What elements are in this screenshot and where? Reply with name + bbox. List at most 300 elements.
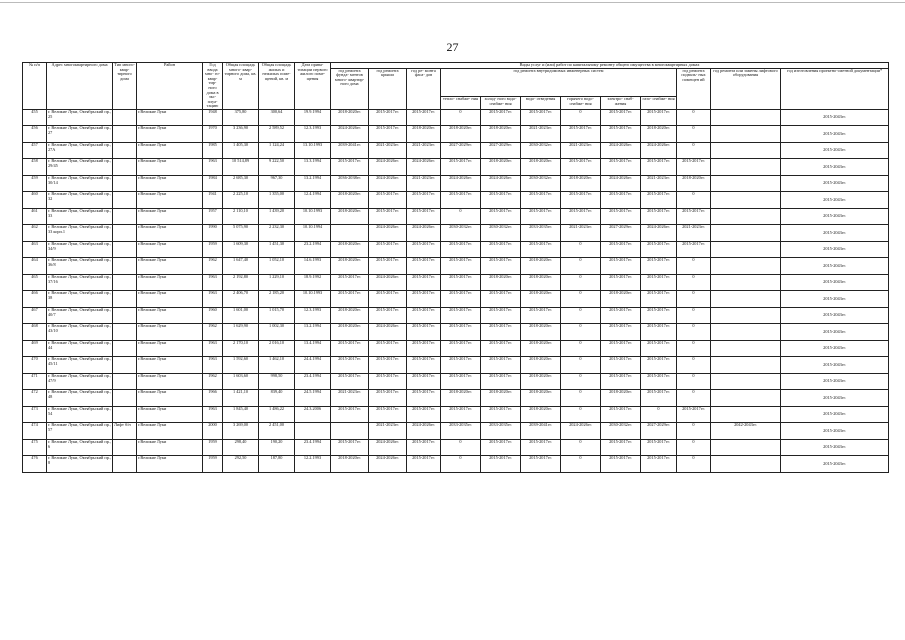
header-heating: тепло- снабже- ния	[441, 97, 481, 110]
row-sewage: 2018-2020гг.	[521, 340, 561, 357]
row-number: 455	[23, 109, 47, 126]
row-district: г.Великие Луки	[137, 357, 203, 374]
row-hot-water: 2021-2023гг.	[561, 225, 601, 242]
row-foundation: 2015-2017гг.	[331, 406, 369, 423]
row-foundation: 2015-2017гг.	[331, 340, 369, 357]
row-roof: 2024-2026гг.	[369, 456, 407, 473]
row-docs: 2015-2043гг.	[781, 225, 889, 242]
table-row	[23, 423, 889, 440]
row-basement: 2018-2020гг.	[677, 175, 711, 192]
row-electric: 2015-2017гг.	[601, 340, 641, 357]
row-elevator	[711, 291, 781, 308]
row-living-area: 1 451,30	[259, 241, 295, 258]
row-heating: 2015-2017гг.	[441, 357, 481, 374]
row-year: 1948	[203, 109, 223, 126]
row-district: г.Великие Луки	[137, 175, 203, 192]
row-number: 467	[23, 307, 47, 324]
row-cold-water: 2015-2017гг.	[481, 406, 521, 423]
header-foundation: год ремонта фунда- ментов много- квартир- ного дома	[331, 68, 369, 109]
row-basement: 0	[677, 456, 711, 473]
row-hot-water: 2015-2017гг.	[561, 159, 601, 176]
row-address: г. Великие Луки, Октябрьский пр., 33 корп.1	[47, 225, 113, 242]
row-hot-water: 0	[561, 258, 601, 275]
row-district: г.Великие Луки	[137, 406, 203, 423]
row-heating: 2015-2017гг.	[441, 258, 481, 275]
row-roof: 2015-2017гг.	[369, 373, 407, 390]
row-hot-water: 2024-2026гг.	[561, 423, 601, 440]
row-heating: 2018-2020гг.	[441, 390, 481, 407]
row-gas: 2015-2017гг.	[641, 390, 677, 407]
row-hot-water: 0	[561, 390, 601, 407]
row-gas: 2015-2017гг.	[641, 324, 677, 341]
row-living-area: 2 232,30	[259, 225, 295, 242]
row-sewage: 2021-2023гг.	[521, 126, 561, 143]
row-gas: 2018-2020гг.	[641, 126, 677, 143]
row-docs: 2015-2043гг.	[781, 208, 889, 225]
header-sewage: водо- отведения	[521, 97, 561, 110]
row-cold-water: 2015-2017гг.	[481, 340, 521, 357]
row-district: г.Великие Луки	[137, 109, 203, 126]
row-total-area: 1 601,00	[223, 307, 259, 324]
header-address: Адрес многоквартирного дома	[47, 63, 113, 110]
row-foundation: 2015-2017гг.	[331, 159, 369, 176]
row-district: г.Великие Луки	[137, 456, 203, 473]
row-district: г.Великие Луки	[137, 258, 203, 275]
row-living-area: 2 185,20	[259, 291, 295, 308]
row-living-area: 1 229,10	[259, 274, 295, 291]
row-electric: 2015-2017гг.	[601, 406, 641, 423]
row-year: 1960	[203, 307, 223, 324]
row-basement: 0	[677, 373, 711, 390]
row-facade: 2021-2023гг.	[407, 175, 441, 192]
row-living-area: 1 462,10	[259, 357, 295, 374]
row-foundation: 2018-2020гг.	[331, 307, 369, 324]
row-hot-water: 0	[561, 456, 601, 473]
row-year: 1984	[203, 175, 223, 192]
row-gas: 2015-2017гг.	[641, 241, 677, 258]
row-living-area: 1 439,20	[259, 208, 295, 225]
table-row	[23, 142, 889, 159]
row-heating: 2015-2017гг.	[441, 406, 481, 423]
row-gas: 2024-2026гг.	[641, 225, 677, 242]
table-row	[23, 373, 889, 390]
row-basement: 0	[677, 192, 711, 209]
row-total-area: 1 592,60	[223, 357, 259, 374]
row-foundation	[331, 225, 369, 242]
row-docs: 2015-2043гг.	[781, 456, 889, 473]
row-electric: 2024-2026гг.	[601, 142, 641, 159]
row-total-area: 3 236,90	[223, 126, 259, 143]
row-heating: 0	[441, 439, 481, 456]
row-address: г. Великие Луки, Октябрьский пр., 43/10	[47, 324, 113, 341]
row-elevator	[711, 373, 781, 390]
row-reg-date	[295, 423, 331, 440]
row-elevator	[711, 126, 781, 143]
row-elevator	[711, 439, 781, 456]
row-reg-date: 12.3.1993	[295, 126, 331, 143]
row-roof: 2021-2023гг.	[369, 423, 407, 440]
row-facade: 2015-2017гг.	[407, 390, 441, 407]
row-hot-water: 2015-2017гг.	[561, 126, 601, 143]
row-reg-date: 10.10.1993	[295, 208, 331, 225]
row-building-type	[113, 208, 137, 225]
row-district: г.Великие Луки	[137, 142, 203, 159]
row-year: 1959	[203, 241, 223, 258]
row-cold-water: 2018-2020гг.	[481, 274, 521, 291]
row-sewage: 2015-2017гг.	[521, 208, 561, 225]
row-number: 459	[23, 175, 47, 192]
row-number: 471	[23, 373, 47, 390]
row-sewage: 2018-2020гг.	[521, 291, 561, 308]
row-hot-water: 2015-2017гг.	[561, 192, 601, 209]
row-facade: 2015-2017гг.	[407, 109, 441, 126]
row-address: г. Великие Луки, Октябрьский пр., 44	[47, 340, 113, 357]
row-total-area: 3 269,00	[223, 423, 259, 440]
header-living-area: Общая площадь жилых и нежилых поме- щений, кв. м	[259, 63, 295, 110]
row-facade: 2015-2017гг.	[407, 324, 441, 341]
row-sewage: 2015-2017гг.	[521, 456, 561, 473]
row-year: 1962	[203, 324, 223, 341]
row-address: г. Великие Луки, Октябрьский пр., 34/9	[47, 241, 113, 258]
row-facade: 2015-2017гг.	[407, 456, 441, 473]
header-cold-water: холод- ного водо- снабже- ния	[481, 97, 521, 110]
table-row	[23, 109, 889, 126]
row-number: 457	[23, 142, 47, 159]
row-address: г. Великие Луки, Октябрьский пр., 57	[47, 423, 113, 440]
row-reg-date: 23.2.1994	[295, 241, 331, 258]
row-living-area: 187,80	[259, 456, 295, 473]
row-address: г. Великие Луки, Октябрьский пр., 30/14	[47, 175, 113, 192]
row-sewage: 2033-2035гг.	[521, 225, 561, 242]
row-facade: 2015-2017гг.	[407, 274, 441, 291]
row-foundation: 2039-2041гг.	[331, 142, 369, 159]
row-foundation: 2018-2020гг.	[331, 456, 369, 473]
row-electric: 2015-2017гг.	[601, 324, 641, 341]
row-living-area: 1 124,24	[259, 142, 295, 159]
row-number: 468	[23, 324, 47, 341]
header-engineering-title: год ремонта внутридомовых инженерных систем	[441, 68, 677, 97]
row-total-area: 375,80	[223, 109, 259, 126]
row-reg-date: 19.9.1994	[295, 109, 331, 126]
row-electric: 2015-2017гг.	[601, 274, 641, 291]
row-foundation: 2018-2020гг.	[331, 241, 369, 258]
row-facade: 2015-2017гг.	[407, 291, 441, 308]
row-gas: 2024-2026гг.	[641, 142, 677, 159]
row-docs: 2015-2043гг.	[781, 439, 889, 456]
row-sewage: 2018-2020гг.	[521, 390, 561, 407]
row-roof: 2015-2017гг.	[369, 192, 407, 209]
row-basement: 0	[677, 340, 711, 357]
row-cold-water: 2015-2017гг.	[481, 307, 521, 324]
row-address: г. Великие Луки, Октябрьский пр., 54	[47, 406, 113, 423]
row-address: г. Великие Луки, Октябрьский пр., 40/7	[47, 307, 113, 324]
row-basement: 0	[677, 357, 711, 374]
row-cold-water: 2027-2029гг.	[481, 142, 521, 159]
row-heating: 2033-2035гг.	[441, 423, 481, 440]
row-facade: 2015-2017гг.	[407, 307, 441, 324]
row-gas: 2015-2017гг.	[641, 109, 677, 126]
row-hot-water: 0	[561, 373, 601, 390]
row-reg-date: 24.5.1994	[295, 390, 331, 407]
row-sewage: 2030-2032гг.	[521, 142, 561, 159]
row-foundation: 2015-2017гг.	[331, 274, 369, 291]
row-heating: 0	[441, 456, 481, 473]
scan-edge-top	[0, 2, 905, 3]
row-address: г. Великие Луки, Октябрьский пр., 47/9	[47, 373, 113, 390]
table-body	[23, 109, 889, 472]
header-hot-water: горячего водо- снабже- ния	[561, 97, 601, 110]
row-foundation: 2018-2020гг.	[331, 192, 369, 209]
row-sewage: 2015-2017гг.	[521, 439, 561, 456]
row-reg-date: 18.9.1992	[295, 274, 331, 291]
row-number: 474	[23, 423, 47, 440]
row-number: 465	[23, 274, 47, 291]
row-address: г. Великие Луки, Октябрьский пр., 37/16	[47, 274, 113, 291]
row-district: г.Великие Луки	[137, 274, 203, 291]
row-district: г.Великие Луки	[137, 225, 203, 242]
table-row	[23, 357, 889, 374]
header-electric: электро- снаб- жения	[601, 97, 641, 110]
row-electric: 2018-2020гг.	[601, 291, 641, 308]
row-number: 476	[23, 456, 47, 473]
row-building-type	[113, 258, 137, 275]
header-total-area: Общая площадь много- квар- тирного дома, кв. м	[223, 63, 259, 110]
row-basement: 0	[677, 439, 711, 456]
row-hot-water: 0	[561, 274, 601, 291]
row-living-area: 2 451,00	[259, 423, 295, 440]
row-sewage: 2015-2017гг.	[521, 192, 561, 209]
row-hot-water: 0	[561, 324, 601, 341]
row-reg-date: 13.2.1994	[295, 324, 331, 341]
row-address: г. Великие Луки, Октябрьский пр., 36/8	[47, 258, 113, 275]
row-roof: 2015-2017гг.	[369, 406, 407, 423]
row-docs: 2015-2043гг.	[781, 142, 889, 159]
row-year: 2000	[203, 423, 223, 440]
row-reg-date: 13.4.1994	[295, 340, 331, 357]
table-row	[23, 324, 889, 341]
row-living-area: 2 589,52	[259, 126, 295, 143]
row-number: 464	[23, 258, 47, 275]
row-electric: 2018-2020гг.	[601, 390, 641, 407]
row-total-area: 1 629,90	[223, 324, 259, 341]
row-facade: 2015-2017гг.	[407, 208, 441, 225]
row-building-type	[113, 109, 137, 126]
row-hot-water: 0	[561, 340, 601, 357]
row-number: 456	[23, 126, 47, 143]
row-sewage: 2015-2017гг.	[521, 109, 561, 126]
row-reg-date: 12.4.1994	[295, 192, 331, 209]
row-number: 458	[23, 159, 47, 176]
table-row	[23, 439, 889, 456]
row-roof: 2024-2026гг.	[369, 439, 407, 456]
row-heating: 2015-2017гг.	[441, 241, 481, 258]
header-services-title: Виды услуг и (или) работ по капитальному ремонту общего имущества в многоквартирных домах	[331, 63, 889, 69]
row-district: г.Великие Луки	[137, 241, 203, 258]
row-basement: 2015-2017гг.	[677, 159, 711, 176]
row-docs: 2015-2043гг.	[781, 357, 889, 374]
row-foundation: 2018-2020гг.	[331, 258, 369, 275]
row-total-area: 1 647,40	[223, 258, 259, 275]
row-sewage: 2015-2017гг.	[521, 241, 561, 258]
row-total-area: 298,40	[223, 439, 259, 456]
row-docs: 2015-2043гг.	[781, 159, 889, 176]
row-basement: 0	[677, 109, 711, 126]
row-electric: 2015-2017гг.	[601, 439, 641, 456]
row-cold-water: 2030-2032гг.	[481, 225, 521, 242]
row-cold-water: 2015-2017гг.	[481, 258, 521, 275]
row-district: г.Великие Луки	[137, 340, 203, 357]
row-number: 475	[23, 439, 47, 456]
table-row	[23, 258, 889, 275]
row-heating: 2015-2017гг.	[441, 159, 481, 176]
table-row	[23, 208, 889, 225]
row-address: г. Великие Луки, Октябрьский пр., 29/45	[47, 159, 113, 176]
row-electric: 2015-2017гг.	[601, 241, 641, 258]
row-total-area: 1 603,60	[223, 373, 259, 390]
header-num: № п/п	[23, 63, 47, 110]
row-district: г.Великие Луки	[137, 390, 203, 407]
row-reg-date: 13.10.1993	[295, 142, 331, 159]
row-gas: 2021-2023гг.	[641, 175, 677, 192]
row-hot-water: 0	[561, 439, 601, 456]
row-building-type	[113, 126, 137, 143]
row-roof: 2015-2017гг.	[369, 241, 407, 258]
row-basement: 2015-2017гг.	[677, 208, 711, 225]
row-electric: 2015-2017гг.	[601, 373, 641, 390]
row-gas: 2015-2017гг.	[641, 340, 677, 357]
row-total-area: 10 514,89	[223, 159, 259, 176]
row-building-type	[113, 142, 137, 159]
row-hot-water: 0	[561, 406, 601, 423]
row-address: г. Великие Луки, Октябрьский пр., 38	[47, 291, 113, 308]
row-elevator	[711, 142, 781, 159]
row-gas: 2015-2017гг.	[641, 456, 677, 473]
row-cold-water: 2015-2017гг.	[481, 456, 521, 473]
row-heating: 2027-2029гг.	[441, 142, 481, 159]
row-total-area: 5 075,90	[223, 225, 259, 242]
row-basement: 0	[677, 390, 711, 407]
row-address: г. Великие Луки, Октябрьский пр., 25	[47, 109, 113, 126]
table-row	[23, 291, 889, 308]
table-row	[23, 126, 889, 143]
row-living-area: 1 052,10	[259, 258, 295, 275]
row-heating: 2015-2017гг.	[441, 192, 481, 209]
row-reg-date: 14.6.1993	[295, 258, 331, 275]
row-building-type	[113, 340, 137, 357]
row-docs: 2015-2043гг.	[781, 175, 889, 192]
row-building-type	[113, 439, 137, 456]
row-total-area: 2 685,30	[223, 175, 259, 192]
row-sewage: 2018-2020гг.	[521, 159, 561, 176]
row-gas: 2015-2017гг.	[641, 159, 677, 176]
row-living-area: 190,20	[259, 439, 295, 456]
row-docs: 2015-2043гг.	[781, 340, 889, 357]
row-number: 469	[23, 340, 47, 357]
row-gas: 2027-2029гг.	[641, 423, 677, 440]
row-cold-water: 2018-2020гг.	[481, 390, 521, 407]
row-sewage: 2018-2020гг.	[521, 258, 561, 275]
header-district: Район	[137, 63, 203, 110]
row-heating: 2015-2017гг.	[441, 340, 481, 357]
row-elevator	[711, 406, 781, 423]
repair-schedule-table	[22, 62, 889, 473]
row-hot-water: 0	[561, 109, 601, 126]
row-facade: 2018-2020гг.	[407, 126, 441, 143]
row-building-type	[113, 175, 137, 192]
row-heating: 2015-2017гг.	[441, 373, 481, 390]
row-year: 1963	[203, 340, 223, 357]
row-basement: 0	[677, 423, 711, 440]
row-total-area: 2 225,10	[223, 192, 259, 209]
row-year: 1962	[203, 373, 223, 390]
row-hot-water: 0	[561, 241, 601, 258]
row-sewage: 2018-2020гг.	[521, 373, 561, 390]
row-electric: 2015-2017гг.	[601, 109, 641, 126]
row-building-type	[113, 307, 137, 324]
row-total-area: 1 845,40	[223, 406, 259, 423]
row-cold-water: 2015-2017гг.	[481, 373, 521, 390]
row-roof: 2024-2026гг.	[369, 324, 407, 341]
row-gas: 0	[641, 406, 677, 423]
row-elevator	[711, 175, 781, 192]
row-roof: 2015-2017гг.	[369, 208, 407, 225]
row-number: 460	[23, 192, 47, 209]
row-total-area: 1 609,30	[223, 241, 259, 258]
row-year: 1962	[203, 258, 223, 275]
row-gas: 2015-2017гг.	[641, 274, 677, 291]
header-type: Тип много- квар- тирного дома	[113, 63, 137, 110]
row-address: г. Великие Луки, Октябрьский пр., 27	[47, 126, 113, 143]
row-year: 1990	[203, 225, 223, 242]
row-basement: 0	[677, 324, 711, 341]
row-foundation: 2024-2026гг.	[331, 126, 369, 143]
row-roof: 2015-2017гг.	[369, 390, 407, 407]
row-hot-water: 0	[561, 357, 601, 374]
row-elevator	[711, 192, 781, 209]
row-number: 473	[23, 406, 47, 423]
row-hot-water: 0	[561, 307, 601, 324]
row-gas: 2015-2017гг.	[641, 291, 677, 308]
row-docs: 2015-2043гг.	[781, 307, 889, 324]
row-building-type: Лифт б/н	[113, 423, 137, 440]
row-address: г. Великие Луки, Октябрьский пр., 27А	[47, 142, 113, 159]
row-electric: 2015-2017гг.	[601, 258, 641, 275]
row-facade: 2021-2023гг.	[407, 142, 441, 159]
row-roof: 2015-2017гг.	[369, 126, 407, 143]
row-facade: 2024-2026гг.	[407, 159, 441, 176]
row-building-type	[113, 390, 137, 407]
row-foundation: 2015-2017гг.	[331, 291, 369, 308]
row-facade: 2015-2017гг.	[407, 258, 441, 275]
row-docs: 2015-2043гг.	[781, 324, 889, 341]
row-year: 1963	[203, 291, 223, 308]
row-foundation: 2018-2020гг.	[331, 109, 369, 126]
row-elevator	[711, 340, 781, 357]
row-district: г.Великие Луки	[137, 423, 203, 440]
row-number: 466	[23, 291, 47, 308]
row-elevator	[711, 225, 781, 242]
row-facade: 2015-2017гг.	[407, 373, 441, 390]
row-year: 1959	[203, 439, 223, 456]
row-basement: 0	[677, 126, 711, 143]
row-roof: 2015-2017гг.	[369, 258, 407, 275]
row-reg-date: 13.2.1994	[295, 175, 331, 192]
row-foundation: 2015-2017гг.	[331, 357, 369, 374]
row-heating: 2018-2020гг.	[441, 126, 481, 143]
row-district: г.Великие Луки	[137, 192, 203, 209]
row-building-type	[113, 225, 137, 242]
row-gas: 2015-2017гг.	[641, 357, 677, 374]
